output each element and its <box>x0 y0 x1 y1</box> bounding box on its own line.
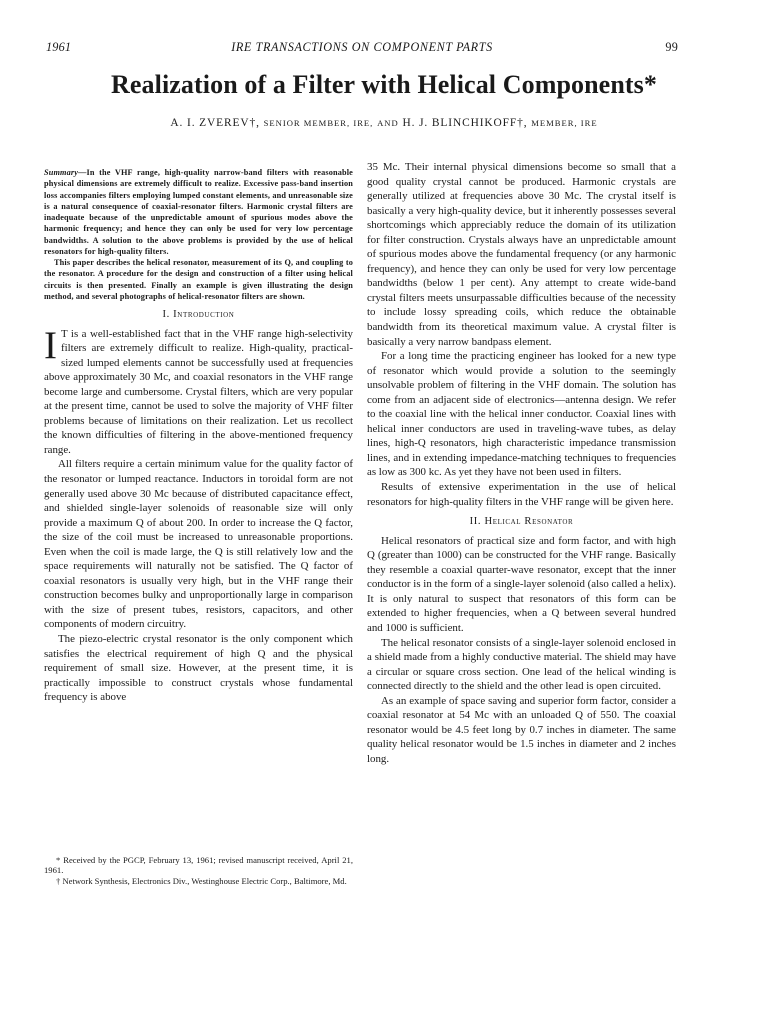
author-1-name: A. I. ZVEREV†, <box>170 117 260 129</box>
footnotes <box>44 855 353 886</box>
footnote-received: * Received by the PGCP, February 13, 1961; revised manuscript received, April 21, 1961. <box>44 855 353 876</box>
paper-title: Realization of a Filter with Helical Components* <box>111 70 657 99</box>
left-column <box>44 167 353 705</box>
header-page-number: 99 <box>665 40 678 54</box>
abstract-paragraph-2: This paper describes the helical resonator, measurement of its Q, and coupling to the resonator. A procedure for the design and construction of a filter using helical circuits is then presented. Finally an example is given illustrating the design method, and several photographs of helical-resonator filters are shown. <box>44 258 353 301</box>
section-heading-helical-resonator <box>367 515 676 530</box>
section-title: Introduction <box>173 309 235 320</box>
author-2-name: H. J. BLINCHIKOFF†, <box>402 117 528 129</box>
right-column <box>367 160 676 766</box>
section-number: I. <box>162 309 170 320</box>
author-conjunction: AND <box>377 118 399 128</box>
abstract-lead: Summary <box>44 168 79 177</box>
footnote-affiliation: † Network Synthesis, Electronics Div., Westinghouse Electric Corp., Baltimore, Md. <box>56 875 347 886</box>
header-journal-name: IRE TRANSACTIONS ON COMPONENT PARTS <box>231 40 493 54</box>
header-year: 1961 <box>46 40 72 54</box>
section-title: Helical Resonator <box>484 516 574 528</box>
helical-paragraph-2: The helical resonator consists of a single-layer solenoid enclosed in a shield made from a highly conductive material. The shield may have a circular or square cross section. One lead of the helical winding is connected directly to the shield and the other lead is open circuited. <box>367 636 676 693</box>
body-paragraph-results: Results of extensive experimentation in the use of helical resonators for high-quality filters in the VHF range will be given here. <box>367 481 676 508</box>
body-paragraph-resonator-search: For a long time the practicing engineer has looked for a new type of resonator which would provide a solution to the seemingly unsolvable problem of filtering in the VHF domain. The solution has come from an adjacent side of electronics—antenna design. We refer to the coaxial line with the helical inner conductor. Coaxial lines with helical inner conductors are used in traveling-wave tubes, as delay lines, high-Q resonators, high characteristic impedance transmission lines, and in extending impedance-matching techniques to frequencies as low as 300 kc. As yet they have not been used in filters. <box>367 350 676 479</box>
intro-paragraph-3: The piezo-electric crystal resonator is the only component which satisfies the electrical requirement of high Q and the physical requirement of small size. However, at the present time, it is practically impossible to construct crystals whose fundamental frequency is above <box>44 633 353 704</box>
helical-paragraph-1: Helical resonators of practical size and form factor, and with high Q (greater than 1000) can be constructed for the VHF range. Basically they resemble a coaxial quarter-wave resonator, except that the inner conductor is in the form of a single-layer solenoid (also called a helix). It is only natural to suspect that resonators of this form can be extended to higher frequencies, when a Q between several hundred and 1000 is sufficient. <box>367 534 676 634</box>
helical-paragraph-3: As an example of space saving and superior form factor, consider a coaxial resonator at 54 Mc with an unloaded Q of 550. The coaxial resonator would be 4.5 feet long by 0.7 inches in diameter. The same quality helical resonator would be 1.5 inches in diameter and 2 inches long. <box>367 694 676 765</box>
author-1-membership: SENIOR MEMBER, IRE, <box>263 118 374 128</box>
abstract-paragraph-1 <box>44 167 353 257</box>
intro-paragraph-2: All filters require a certain minimum value for the quality factor of the resonator or lumped reactance. Inductors in toroidal form are not generally used above 30 Mc because of distributed capacitance effect, and shielded single-layer solenoids of reasonable size will only provide a maximum Q of about 200. In order to increase the Q factor, the size of the coil must be increased to unreasonable proportions. Even when the coil is made large, the Q is still relatively low and the space requirements will naturally not be satisfied. The Q factor of coaxial resonators is usually very high, but in the VHF range their construction becomes bulky and unproportionally large in comparison with the size of present tubes, resistors, capacitors, and other components of modern circuitry. <box>44 458 353 631</box>
author-line <box>0 117 768 129</box>
drop-cap: I <box>44 323 57 367</box>
body-paragraph-continued: 35 Mc. Their internal physical dimensions become so small that a good quality crystal cannot be produced. Harmonic crystals are generally utilized at frequencies above 30 Mc. The crystal itself is basically a very high-quality device, but it inherently possesses several shortcomings which appreciably reduce the domain of its utilization for filter construction. Crystals always have an unpredictable amount of spurious modes above the fundamental frequency (or any harmonic frequency), and hence they can only be used for very low percentage bandwidths (below 1 per cent). Any attempt to create wide-band crystal filters meets unsurpassable difficulties because of the necessity to include lossy spreading coils, which reduce the obtainable bandwidth from its theoretical maximum value. A crystal filter is basically a very narrow bandpass element. <box>367 161 676 348</box>
author-2-membership: MEMBER, IRE <box>531 118 598 128</box>
intro-paragraph-1-text: T is a well-established fact that in the VHF range high-selectivity filters are extremely difficult to realize. High-quality, practical-sized lumped elements cannot be successfully used at frequencies above approximately 30 Mc, and coaxial resonators in the VHF range become large and cumbersome. Crystal filters, which are very popular at the present time, cannot be used to solve the majority of VHF filter problems because of limitations on their realization. Let us recollect the known difficulties of filtering in the above-mentioned frequency range. <box>44 327 353 456</box>
section-heading-introduction <box>44 308 353 323</box>
section-number: II. <box>469 516 482 528</box>
abstract <box>44 167 353 302</box>
intro-paragraph-1 <box>44 323 353 458</box>
abstract-text-1: —In the VHF range, high-quality narrow-band filters with reasonable physical dimensions are extremely difficult to realize. Excessive pass-band insertion loss accompanies filters employing lumped constant elements, and unreasonable size is a natural consequence of coaxial-resonator filters. Harmonic crystal filters are inadequate because of the unpredictable amount of spurious modes above the harmonic frequency; and hence they can only be used for very low percentage bandwidths. A solution to the above problems is provided by the use of helical resonators for high-quality filters. <box>44 168 353 256</box>
